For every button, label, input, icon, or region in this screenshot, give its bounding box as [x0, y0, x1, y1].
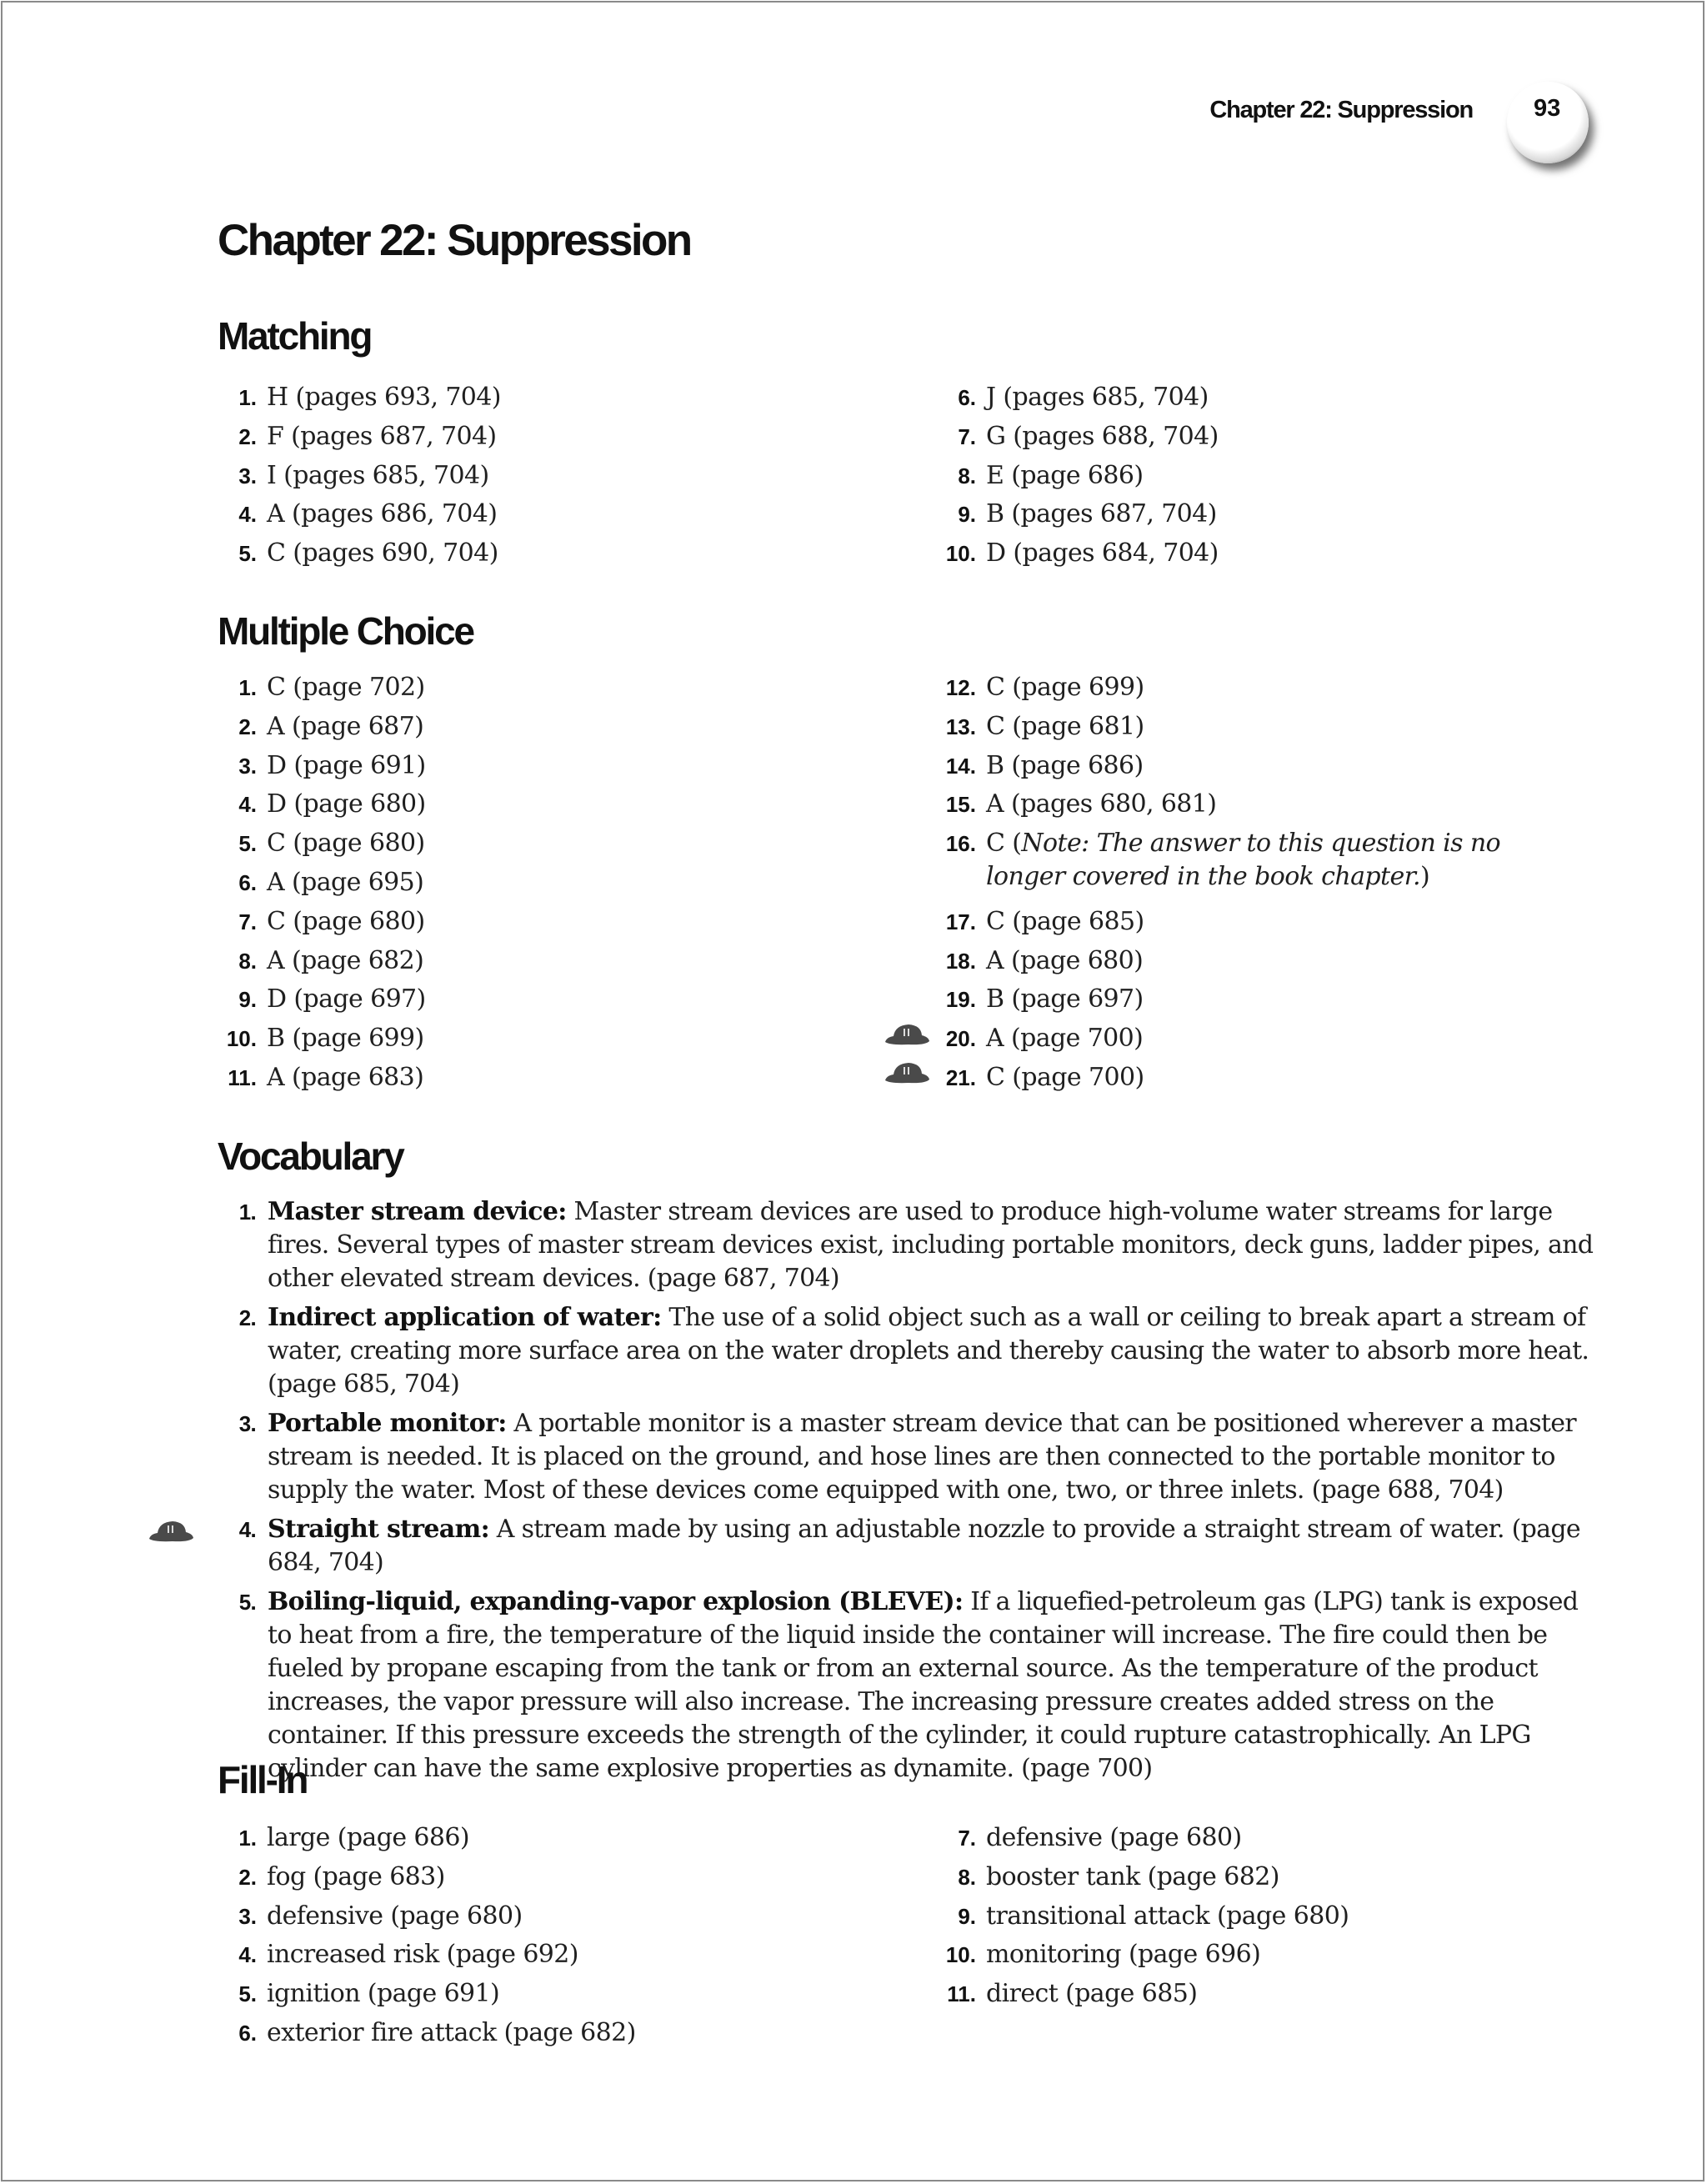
- list-item: 6. A (page 695): [238, 867, 424, 897]
- list-item: 1. large (page 686): [238, 1823, 469, 1852]
- list-item: 9. B (pages 687, 704): [958, 499, 1217, 529]
- list-item: 1. C (page 702): [238, 673, 425, 702]
- page-number: 93: [1534, 95, 1561, 122]
- list-item: 3. D (page 691): [238, 750, 426, 780]
- firefighter-helmet-icon: [884, 1060, 930, 1087]
- list-item: 10. D (pages 684, 704): [945, 538, 1219, 569]
- list-item: 17. C (page 685): [945, 906, 1144, 936]
- list-item: 2. A (page 687): [238, 711, 424, 741]
- list-item: 10. B (page 699): [226, 1024, 424, 1054]
- matching-heading: Matching: [218, 314, 372, 358]
- list-item: 4. D (page 680): [238, 789, 426, 819]
- list-item: 4. increased risk (page 692): [238, 1940, 578, 1970]
- list-item: 4. A (pages 686, 704): [238, 499, 498, 529]
- multiple-choice-col-left: [218, 669, 802, 1098]
- firefighter-helmet-icon: [148, 1519, 194, 1545]
- list-item: 3. defensive (page 680): [238, 1901, 523, 1931]
- list-item: 15. A (pages 680, 681): [945, 789, 1217, 819]
- list-item: 7. C (page 680): [238, 906, 425, 936]
- list-item: 11. A (page 683): [228, 1062, 424, 1092]
- fill-in-heading: Fill-In: [218, 1758, 308, 1801]
- list-item: 19. B (page 697): [945, 984, 1144, 1014]
- vocabulary-item: 5. Boiling-liquid, expanding-vapor explosion (BLEVE): If a liquefied-petroleum gas (LPG) tank is exposed to heat from a fire, the temperature of the liquid inside the container will increase. The fire could then be fueled by propane escaping from the tank or from an external source. As the temperature of the product increases, the vapor pressure will also increase. The increasing pressure creates added stress on the container. If this pressure exceeds the strength of the cylinder, it could rupture catastrophically. An LPG cylinder can have the same explosive properties as dynamite. (page 700): [238, 1587, 1579, 1783]
- list-item: 5. C (page 680): [238, 829, 425, 859]
- list-item: 6. J (pages 685, 704): [958, 383, 1209, 412]
- fill-in-col-left: [218, 1819, 885, 2053]
- list-item: 6. exterior fire attack (page 682): [238, 2017, 636, 2047]
- fill-in-col-right: [938, 1819, 1604, 2014]
- list-item: 8. E (page 686): [958, 460, 1144, 490]
- list-item: 1. H (pages 693, 704): [238, 383, 501, 412]
- multiple-choice-col-right: [938, 669, 1604, 1098]
- running-header: Chapter 22: Suppression: [1209, 97, 1473, 123]
- list-item: 9. D (page 697): [238, 984, 426, 1014]
- list-item: 20. A (page 700): [945, 1024, 1144, 1054]
- list-item: 2. F (pages 687, 704): [238, 421, 497, 451]
- list-item: 8. A (page 682): [238, 945, 424, 975]
- list-item: 5. ignition (page 691): [238, 1979, 500, 2009]
- matching-col-right: [938, 378, 1604, 574]
- vocabulary-item: 3. Portable monitor: A portable monitor is a master stream device that can be positioned wherever a master stream is needed. It is placed on the ground, and hose lines are then connected to the portable monitor to supply the water. Most of these devices come equipped with one, two, or three inlets. (page 688, 704): [238, 1409, 1576, 1505]
- list-item: 11. direct (page 685): [947, 1979, 1198, 2009]
- note-text: Note: The answer to this question is no longer covered in the book chapter.: [986, 829, 1501, 892]
- chapter-title: Chapter 22: Suppression: [218, 216, 691, 265]
- list-item: 7. G (pages 688, 704): [958, 421, 1219, 451]
- list-item: 5. C (pages 690, 704): [238, 538, 498, 569]
- list-item: 2. fog (page 683): [238, 1861, 445, 1891]
- vocabulary-heading: Vocabulary: [218, 1135, 403, 1178]
- vocabulary-item: 1. Master stream device: Master stream devices are used to produce high-volume water streams for large fires. Several types of master stream devices exist, including portable monitors, deck guns, ladder pipes, and other elevated stream devices. (page 687, 704): [238, 1197, 1594, 1293]
- list-item: 16. C (Note: The answer to this question is no longer covered in the book chapter.): [945, 829, 1501, 892]
- list-item: 18. A (page 680): [945, 945, 1144, 975]
- list-item: 9. transitional attack (page 680): [958, 1901, 1349, 1931]
- matching-col-left: [218, 378, 802, 574]
- vocabulary-item: 4. Straight stream: A stream made by using an adjustable nozzle to provide a straight stream of water. (page 684, 704): [238, 1515, 1580, 1577]
- list-item: 21. C (page 700): [945, 1062, 1144, 1092]
- list-item: 14. B (page 686): [945, 750, 1144, 780]
- list-item: 8. booster tank (page 682): [958, 1861, 1279, 1891]
- list-item: 10. monitoring (page 696): [945, 1940, 1261, 1970]
- page-number-badge: [1507, 82, 1589, 163]
- list-item: 13. C (page 681): [945, 711, 1144, 741]
- multiple-choice-heading: Multiple Choice: [218, 609, 473, 653]
- vocabulary-list: [218, 1195, 1601, 1791]
- list-item: 12. C (page 699): [945, 673, 1144, 702]
- list-item: 3. I (pages 685, 704): [238, 460, 489, 490]
- vocabulary-item: 2. Indirect application of water: The use of a solid object such as a wall or ceiling to break apart a stream of water, creating more surface area on the water droplets and thereby causing the water to absorb more heat. (page 685, 704): [238, 1303, 1589, 1399]
- list-item: 7. defensive (page 680): [958, 1823, 1242, 1852]
- firefighter-helmet-icon: [884, 1022, 930, 1049]
